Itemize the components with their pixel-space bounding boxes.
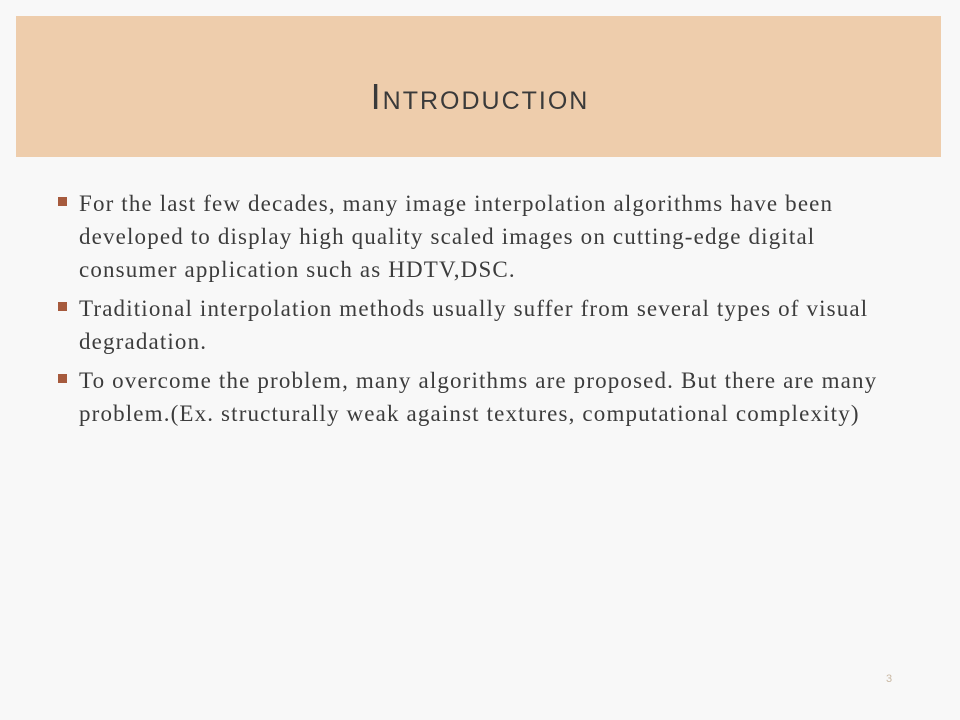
bullet-list — [52, 187, 912, 436]
bullet-text: For the last few decades, many image interpolation algorithms have been developed to display high quality scaled images on cutting-edge digital consumer application such as HDTV,DSC. — [79, 191, 834, 282]
square-bullet-icon — [58, 197, 67, 206]
bullet-text: Traditional interpolation methods usually suffer from several types of visual degradation. — [79, 296, 869, 354]
bullet-text: To overcome the problem, many algorithms are proposed. But there are many problem.(Ex. structurally weak against textures, computational complexity) — [79, 368, 878, 426]
bullet-item — [52, 187, 912, 286]
page-number: 3 — [886, 673, 893, 685]
bullet-item — [52, 364, 912, 430]
square-bullet-icon — [58, 374, 67, 383]
square-bullet-icon — [58, 302, 67, 311]
slide-title: Introduction — [370, 76, 590, 117]
bullet-item — [52, 292, 912, 358]
